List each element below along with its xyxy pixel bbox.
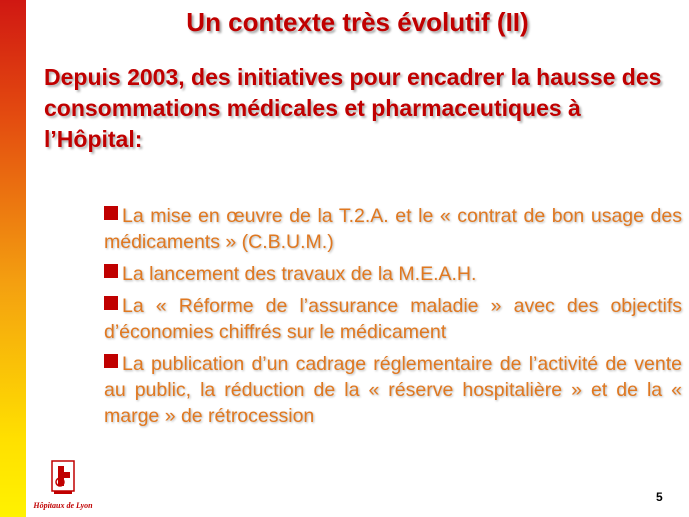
square-bullet-icon <box>104 264 118 278</box>
bullet-text: La publication d’un cadrage réglementaire de l’activité de vente au public, la réduction de la « réserve hospitalière » et de la « marge » de rétrocession <box>104 353 682 427</box>
hopitaux-de-lyon-logo-icon <box>28 458 98 502</box>
square-bullet-icon <box>104 296 118 310</box>
bullet-list <box>104 203 682 435</box>
slide-title: Un contexte très évolutif (II) <box>186 7 529 37</box>
slide-intro: Depuis 2003, des initiatives pour encadrer la hausse des consommations médicales et pharmaceutiques à l’Hôpital: <box>44 64 662 152</box>
bullet-item <box>104 293 682 345</box>
bullet-item <box>104 261 682 287</box>
page-number: 5 <box>656 490 663 504</box>
side-gradient-bar <box>0 0 26 517</box>
square-bullet-icon <box>104 206 118 220</box>
bullet-item <box>104 351 682 429</box>
square-bullet-icon <box>104 354 118 368</box>
bullet-text: La « Réforme de l’assurance maladie » avec des objectifs d’économies chiffrés sur le médicament <box>104 295 682 343</box>
bullet-text: La mise en œuvre de la T.2.A. et le « contrat de bon usage des médicaments » (C.B.U.M.) <box>104 205 682 253</box>
bullet-text: La lancement des travaux de la M.E.A.H. <box>122 263 477 285</box>
bullet-item <box>104 203 682 255</box>
logo-text: Hôpitaux de Lyon <box>33 501 93 510</box>
hospital-logo <box>28 458 98 512</box>
